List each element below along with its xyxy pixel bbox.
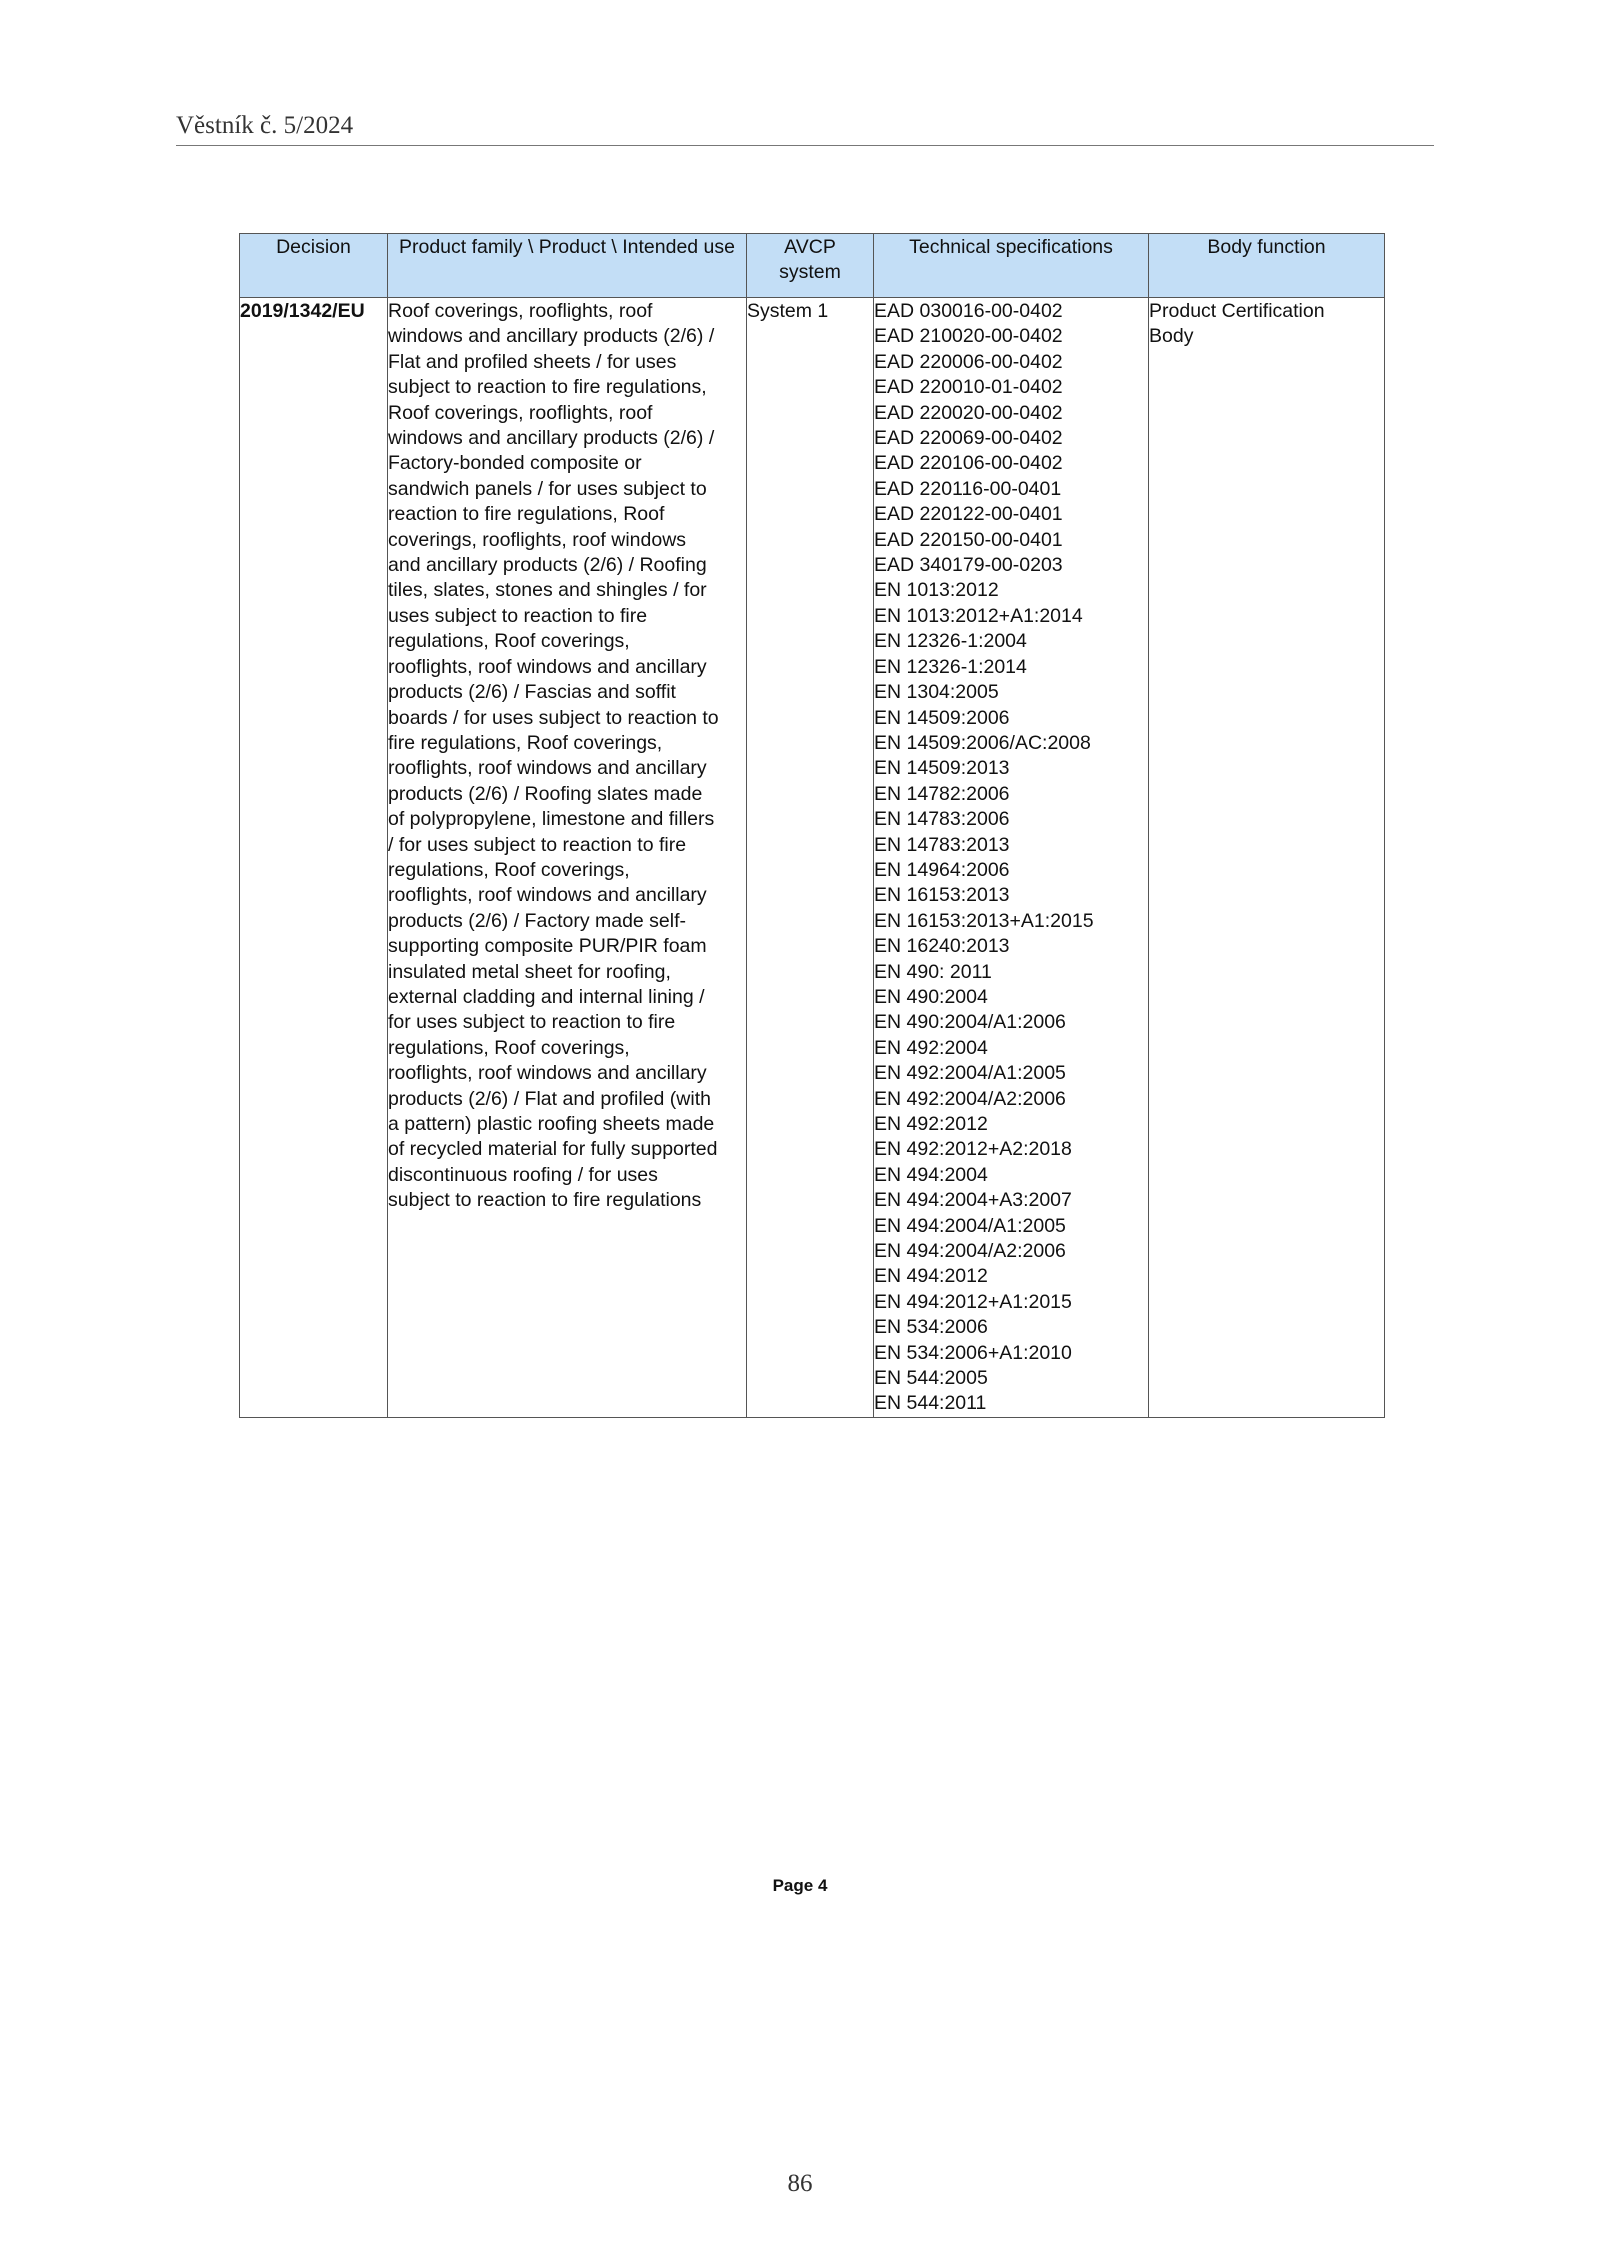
technical-specification-item: EN 534:2006+A1:2010 — [874, 1341, 1072, 1364]
product-family-line: regulations, Roof coverings, — [388, 630, 630, 653]
technical-specification-item: EN 16240:2013 — [874, 935, 1010, 958]
product-family-line: of recycled material for fully supported — [388, 1138, 718, 1161]
body-function-cell — [1149, 298, 1385, 1418]
technical-specification-item: EN 492:2012 — [874, 1113, 988, 1135]
product-family-line: fire regulations, Roof coverings, — [388, 731, 663, 754]
technical-specification-item: EN 534:2006 — [874, 1316, 988, 1339]
technical-specification-item: EN 492:2004 — [874, 1036, 988, 1059]
technical-specification-item: EN 16153:2013 — [874, 884, 1010, 907]
technical-specification-item: EN 492:2004/A2:2006 — [874, 1087, 1066, 1110]
product-family-line: insulated metal sheet for roofing, — [388, 960, 671, 983]
header-avcp-system: AVCP system — [747, 234, 874, 298]
technical-specification-item: EN 14509:2006/AC:2008 — [874, 731, 1091, 754]
product-family-line: Roof coverings, rooflights, roof — [388, 300, 653, 322]
header-body-function: Body function — [1149, 234, 1385, 298]
product-family-line: uses subject to reaction to fire — [388, 604, 648, 627]
technical-specification-item: EN 544:2011 — [874, 1392, 987, 1415]
technical-specification-item: EN 494:2004+A3:2007 — [874, 1189, 1072, 1212]
product-family-line: boards / for uses subject to reaction to — [388, 706, 719, 729]
technical-specification-item: EN 12326-1:2014 — [874, 655, 1027, 678]
header-decision: Decision — [240, 234, 388, 298]
product-family-line: tiles, slates, stones and shingles / for — [388, 579, 707, 602]
product-family-line: products (2/6) / Flat and profiled (with — [388, 1087, 711, 1110]
product-family-cell — [388, 298, 747, 1418]
technical-specification-item: EAD 340179-00-0203 — [874, 554, 1063, 577]
product-family-line: subject to reaction to fire regulations, — [388, 376, 707, 399]
technical-specification-item: EN 494:2012+A1:2015 — [874, 1290, 1072, 1313]
technical-specification-item: EAD 220122-00-0401 — [874, 503, 1063, 526]
technical-specification-item: EN 494:2004 — [874, 1163, 988, 1186]
technical-specification-item: EN 494:2004/A1:2005 — [874, 1214, 1066, 1237]
technical-specification-item: EN 1304:2005 — [874, 681, 999, 704]
technical-specification-item: EN 14783:2006 — [874, 808, 1010, 831]
table-row — [240, 298, 1385, 1418]
technical-specification-item: EN 14783:2013 — [874, 833, 1010, 856]
header-product-family: Product family \ Product \ Intended use — [388, 234, 747, 298]
product-family-line: subject to reaction to fire regulations — [388, 1189, 702, 1212]
product-family-line: rooflights, roof windows and ancillary — [388, 1062, 707, 1085]
technical-specification-item: EN 14782:2006 — [874, 782, 1010, 805]
table-header-row — [240, 234, 1385, 298]
technical-specification-item: EAD 220069-00-0402 — [874, 427, 1063, 450]
product-family-line: external cladding and internal lining / — [388, 985, 705, 1008]
technical-specification-item: EN 16153:2013+A1:2015 — [874, 909, 1094, 932]
product-family-line: windows and ancillary products (2/6) / — [388, 427, 715, 450]
product-family-line: products (2/6) / Roofing slates made — [388, 782, 703, 805]
product-family-line: Roof coverings, rooflights, roof — [388, 401, 653, 424]
decision-cell: 2019/1342/EU — [240, 298, 388, 1418]
technical-specification-item: EN 1013:2012+A1:2014 — [874, 604, 1083, 627]
technical-specification-item: EN 490:2004/A1:2006 — [874, 1011, 1066, 1034]
product-family-line: reaction to fire regulations, Roof — [388, 503, 665, 526]
technical-specification-item: EAD 220020-00-0402 — [874, 401, 1063, 424]
technical-specification-item: EN 492:2012+A2:2018 — [874, 1138, 1072, 1161]
technical-specification-item: EN 490: 2011 — [874, 960, 992, 983]
product-family-line: Factory-bonded composite or — [388, 452, 642, 475]
technical-specification-item: EAD 220106-00-0402 — [874, 452, 1063, 475]
product-family-line: Flat and profiled sheets / for uses — [388, 350, 677, 373]
product-family-line: regulations, Roof coverings, — [388, 1036, 630, 1059]
header-divider — [176, 145, 1434, 146]
product-family-line: windows and ancillary products (2/6) / — [388, 325, 715, 348]
technical-specification-item: EAD 030016-00-0402 — [874, 300, 1063, 322]
header-technical-specifications: Technical specifications — [874, 234, 1149, 298]
decision-table — [239, 233, 1385, 1418]
journal-title: Věstník č. 5/2024 — [176, 112, 354, 139]
product-family-line: a pattern) plastic roofing sheets made — [388, 1113, 715, 1135]
product-family-line: / for uses subject to reaction to fire — [388, 833, 687, 856]
technical-specification-item: EAD 220006-00-0402 — [874, 350, 1063, 373]
avcp-cell: System 1 — [747, 298, 874, 1418]
product-family-line: coverings, rooflights, roof windows — [388, 528, 687, 551]
technical-specification-item: EN 14509:2013 — [874, 757, 1010, 780]
body-function-line: Body — [1149, 325, 1194, 348]
technical-specification-item: EN 14964:2006 — [874, 858, 1010, 881]
technical-specifications-cell — [874, 298, 1149, 1418]
technical-specification-item: EN 544:2005 — [874, 1367, 988, 1390]
technical-specification-item: EN 14509:2006 — [874, 706, 1010, 729]
technical-specification-item: EAD 220116-00-0401 — [874, 477, 1062, 500]
product-family-line: products (2/6) / Factory made self- — [388, 909, 687, 932]
page-label: Page 4 — [772, 1876, 828, 1895]
product-family-line: regulations, Roof coverings, — [388, 858, 630, 881]
product-family-line: supporting composite PUR/PIR foam — [388, 935, 707, 958]
product-family-line: products (2/6) / Fascias and soffit — [388, 681, 676, 704]
product-family-line: sandwich panels / for uses subject to — [388, 477, 707, 500]
product-family-line: rooflights, roof windows and ancillary — [388, 884, 707, 907]
technical-specification-item: EN 12326-1:2004 — [874, 630, 1027, 653]
product-family-line: rooflights, roof windows and ancillary — [388, 757, 707, 780]
technical-specification-item: EN 494:2004/A2:2006 — [874, 1240, 1066, 1263]
technical-specification-item: EN 494:2012 — [874, 1265, 988, 1288]
page-number: 86 — [787, 2170, 813, 2197]
technical-specification-item: EN 490:2004 — [874, 985, 988, 1008]
technical-specification-item: EAD 220150-00-0401 — [874, 528, 1063, 551]
technical-specification-item: EN 492:2004/A1:2005 — [874, 1062, 1066, 1085]
body-function-line: Product Certification — [1149, 300, 1325, 322]
product-family-line: rooflights, roof windows and ancillary — [388, 655, 707, 678]
technical-specification-item: EAD 220010-01-0402 — [874, 376, 1063, 399]
product-family-line: discontinuous roofing / for uses — [388, 1163, 658, 1186]
product-family-line: for uses subject to reaction to fire — [388, 1011, 676, 1034]
technical-specification-item: EAD 210020-00-0402 — [874, 325, 1063, 348]
product-family-line: and ancillary products (2/6) / Roofing — [388, 554, 707, 577]
product-family-line: of polypropylene, limestone and fillers — [388, 808, 715, 831]
technical-specification-item: EN 1013:2012 — [874, 579, 999, 602]
